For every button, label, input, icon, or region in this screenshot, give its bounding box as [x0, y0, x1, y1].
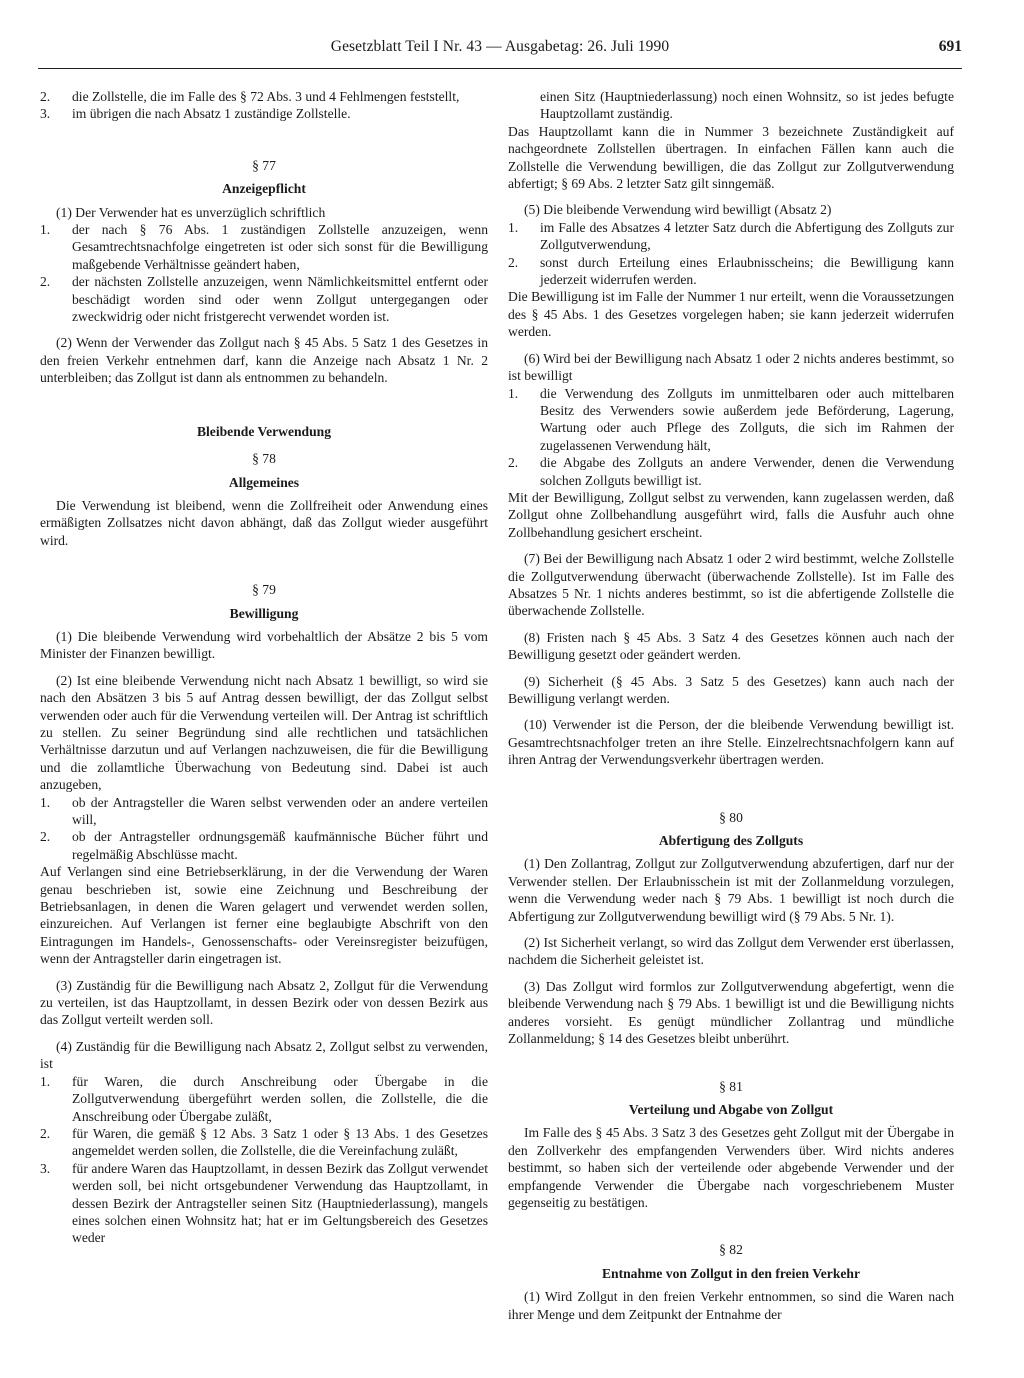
section-title-82: Entnahme von Zollgut in den freien Verkehr — [601, 1265, 861, 1281]
section-title-78: Allgemeines — [228, 474, 300, 490]
paragraph: (1) Der Verwender hat es unverzüglich schriftlich — [56, 204, 326, 220]
paragraph: Mit der Bewilligung, Zollgut selbst zu verwenden, kann zugelassen werden, daß Zollgut ohne Zollbehandlung ausgeführt wird, falls die Ausfuhr auch ohne Zollbehandlung gesichert erscheint. — [508, 489, 954, 540]
paragraph: (3) Das Zollgut wird formlos zur Zollgutverwendung abgefertigt, wenn die bleibende Verwendung nach § 79 Abs. 1 bewilligt ist und die Bewilligung nichts anderes vorsieht. Es genügt mündlicher Zollantrag und mündliche Zollanmeldung; § 14 des Gesetzes bleibt unberührt. — [508, 978, 954, 1047]
page-number: 691 — [938, 38, 962, 55]
paragraph: (7) Bei der Bewilligung nach Absatz 1 oder 2 wird bestimmt, welche Zollstelle die Zollgutverwendung überwacht (überwachende Zollstelle). Ist im Falle des Absatzes 5 Nr. 1 nichts anderes bestimmt, so ist die abfertigende Zollstelle die überwachende Zollstelle. — [508, 551, 954, 619]
list-item: 2. die Abgabe des Zollguts an andere Verwender, denen die Verwendung solchen Zollguts bewilligt ist. — [508, 455, 954, 488]
page-header — [38, 38, 962, 69]
list-item: 3. für andere Waren das Hauptzollamt, in dessen Bezirk das Zollgut verwendet werden soll, bei nicht ortsgebundener Verwendung das Hauptzollamt, in dessen Bezirk der Antragsteller seinen Sitz (Hauptniederlassung), mangels eines solchen einen Wohnsitz hat; hat er im Geltungsbereich des Gesetzes weder — [40, 1160, 488, 1246]
paragraph: Im Falle des § 45 Abs. 3 Satz 3 des Gesetzes geht Zollgut mit der Übergabe in den Zollverkehr des empfangenden Verwenders über. Wird nichts anderes bestimmt, so haben sich der verteilende oder abgebende Verwender und der empfangende Verwender die Übergabe nach vorgeschriebenem Muster gegenseitig zu bestätigen. — [508, 1125, 954, 1210]
list-item: 2. der nächsten Zollstelle anzuzeigen, wenn Nämlichkeitsmittel entfernt oder beschädigt worden sind oder wenn Zollgut untergegangen oder zweckwidrig oder nicht fristgerecht verwendet worden ist. — [40, 274, 488, 325]
list-item: 1. im Falle des Absatzes 4 letzter Satz durch die Abfertigung des Zollguts zur Zollgutverwendung, — [508, 219, 954, 253]
paragraph: (9) Sicherheit (§ 45 Abs. 3 Satz 5 des Gesetzes) kann auch nach der Bewilligung verlangt werden. — [508, 673, 954, 706]
section-title-79: Bewilligung — [229, 605, 299, 621]
paragraph: (2) Ist eine bleibende Verwendung nicht nach Absatz 1 bewilligt, so wird sie nach den Absätzen 3 bis 5 auf Antrag dessen bewilligt, der das Zollgut selbst verwenden oder auch für die Verwendung verteilen will. Der Antrag ist schriftlich zu stellen. Zu seiner Begründung sind alle rechtlichen und tatsächlichen Verhältnisse darzutun und auf Verlangen nachzuweisen, die für die Bewilligung und die zollamtliche Überwachung von Bedeutung sind. Dabei ist auch anzugeben, — [40, 672, 488, 793]
section-number-82: § 82 — [719, 1242, 743, 1258]
paragraph: (2) Ist Sicherheit verlangt, so wird das Zollgut dem Verwender erst überlassen, nachdem die Sicherheit geleistet ist. — [508, 935, 954, 968]
section-number-81: § 81 — [719, 1078, 743, 1094]
list-item: 2. ob der Antragsteller ordnungsgemäß kaufmännische Bücher führt und regelmäßig Abschlüsse macht. — [40, 829, 488, 862]
paragraph: (10) Verwender ist die Person, der die bleibende Verwendung bewilligt ist. Gesamtrechtsnachfolger treten an ihre Stelle. Einzelrechtsnachfolgern kann auf ihren Antrag der Verwendungsverkehr übertragen werden. — [508, 717, 954, 768]
section-title-80: Abfertigung des Zollguts — [658, 833, 804, 849]
list-item: 1. die Verwendung des Zollguts im unmittelbaren oder auch mittelbaren Besitz des Verwenders sowie außerdem jede Beförderung, Lagerung, Wartung oder auch Pflege des Zollguts, die sich im Rahmen der zugelassenen Verwendung hält, — [508, 385, 954, 453]
list-item: 1. für Waren, die durch Anschreibung oder Übergabe in die Zollgutverwendung übergeführt werden sollen, die Zollstelle, die die Anschreibung oder Übergabe zuläßt, — [40, 1073, 488, 1124]
paragraph: Die Bewilligung ist im Falle der Nummer 1 nur erteilt, wenn die Voraussetzungen des § 45 Abs. 1 des Gesetzes vorgelegen haben; sie kann jederzeit widerrufen werden. — [508, 289, 954, 340]
paragraph: (5) Die bleibende Verwendung wird bewilligt (Absatz 2) — [524, 202, 832, 218]
list-item: 1. der nach § 76 Abs. 1 zuständigen Zollstelle anzuzeigen, wenn Gesamtrechtsnachfolge eingetreten ist oder sich sonst für die Bewilligung maßgebende Verhältnisse geändert haben, — [40, 222, 488, 272]
section-number-79: § 79 — [252, 582, 276, 598]
header-title: Gesetzblatt Teil I Nr. 43 — Ausgabetag: 26. Juli 1990 — [330, 38, 670, 55]
list-item: 2. für Waren, die gemäß § 12 Abs. 3 Satz 1 oder § 13 Abs. 1 des Gesetzes angemeldet werden sollen, die Zollstelle, die die Vereinfachung zuläßt, — [40, 1125, 488, 1159]
section-number-80: § 80 — [719, 809, 743, 825]
right-column — [508, 88, 954, 1323]
list-item: 1. ob der Antragsteller die Waren selbst verwenden oder an andere verteilen will, — [40, 794, 488, 827]
paragraph: (2) Wenn der Verwender das Zollgut nach § 45 Abs. 5 Satz 1 des Gesetzes in den freien Verkehr entnehmen darf, kann die Anzeige nach Absatz 1 Nr. 2 unterbleiben; das Zollgut ist dann als entnommen zu behandeln. — [40, 335, 488, 386]
list-item: 2. die Zollstelle, die im Falle des § 72 Abs. 3 und 4 Fehlmengen feststellt, — [40, 89, 460, 104]
left-column — [40, 88, 488, 1247]
paragraph: Die Verwendung ist bleibend, wenn die Zollfreiheit oder Anwendung eines ermäßigten Zollsatzes nicht davon abhängt, daß das Zollgut wieder ausgeführt wird. — [40, 497, 488, 548]
paragraph: (6) Wird bei der Bewilligung nach Absatz 1 oder 2 nichts anderes bestimmt, so ist bewilligt — [508, 350, 954, 384]
list-item: 3. im übrigen die nach Absatz 1 zuständige Zollstelle. — [40, 106, 351, 122]
paragraph: (8) Fristen nach § 45 Abs. 3 Satz 4 des Gesetzes können auch nach der Bewilligung gesetzt oder geändert werden. — [508, 629, 954, 663]
section-number-78: § 78 — [252, 451, 276, 467]
paragraph: (1) Wird Zollgut in den freien Verkehr entnommen, so sind die Waren nach ihrer Menge und dem Zeitpunkt der Entnahme der — [508, 1289, 954, 1322]
section-title-77: Anzeigepflicht — [222, 181, 306, 197]
paragraph-continued: einen Sitz (Hauptniederlassung) noch einen Wohnsitz, so ist jedes befugte Hauptzollamt zuständig. — [540, 89, 954, 122]
part-heading: Bleibende Verwendung — [196, 423, 332, 439]
section-title-81: Verteilung und Abgabe von Zollgut — [628, 1101, 834, 1117]
paragraph: (1) Die bleibende Verwendung wird vorbehaltlich der Absätze 2 bis 5 vom Minister der Finanzen bewilligt. — [40, 628, 488, 662]
section-number-77: § 77 — [252, 157, 276, 173]
list-item: 2. sonst durch Erteilung eines Erlaubnisscheins; die Bewilligung kann jederzeit widerrufen werden. — [508, 254, 954, 288]
paragraph: (3) Zuständig für die Bewilligung nach Absatz 2, Zollgut für die Verwendung zu verteilen, ist das Hauptzollamt, in dessen Bezirk oder von dessen Bezirk aus das Zollgut verteilt werden soll. — [40, 977, 488, 1028]
paragraph: Das Hauptzollamt kann die in Nummer 3 bezeichnete Zuständigkeit auf nachgeordnete Zollstellen übertragen. In einfachen Fällen kann auch die Zollstelle die Verwendung bewilligen, die das Zollgut zur Zollgutverwendung abfertigt; § 69 Abs. 2 letzter Satz gilt sinngemäß. — [508, 123, 954, 192]
paragraph: (1) Den Zollantrag, Zollgut zur Zollgutverwendung abzufertigen, darf nur der Verwender stellen. Der Erlaubnisschein ist mit der Zollanmeldung vorzulegen, wenn die Verwendung weder nach § 79 Abs. 1 bewilligt ist noch durch die Abfertigung zur Zollgutverwendung bewilligt wird (§ 79 Abs. 5 Nr. 1). — [508, 856, 954, 924]
paragraph: (4) Zuständig für die Bewilligung nach Absatz 2, Zollgut selbst zu verwenden, ist — [40, 1038, 488, 1072]
paragraph: Auf Verlangen sind eine Betriebserklärung, in der die Verwendung der Waren genau beschrieben ist, sowie eine Zeichnung und Beschreibung der Betriebsanlagen, in denen die Waren gelagert und verwendet werden sollen, einzureichen. Auf Verlangen ist ferner eine beglaubigte Abschrift von den Eintragungen im Handels-, Genossenschafts- oder Vereinsregister beizufügen, wenn der Antragsteller darin eingetragen ist. — [40, 864, 488, 967]
